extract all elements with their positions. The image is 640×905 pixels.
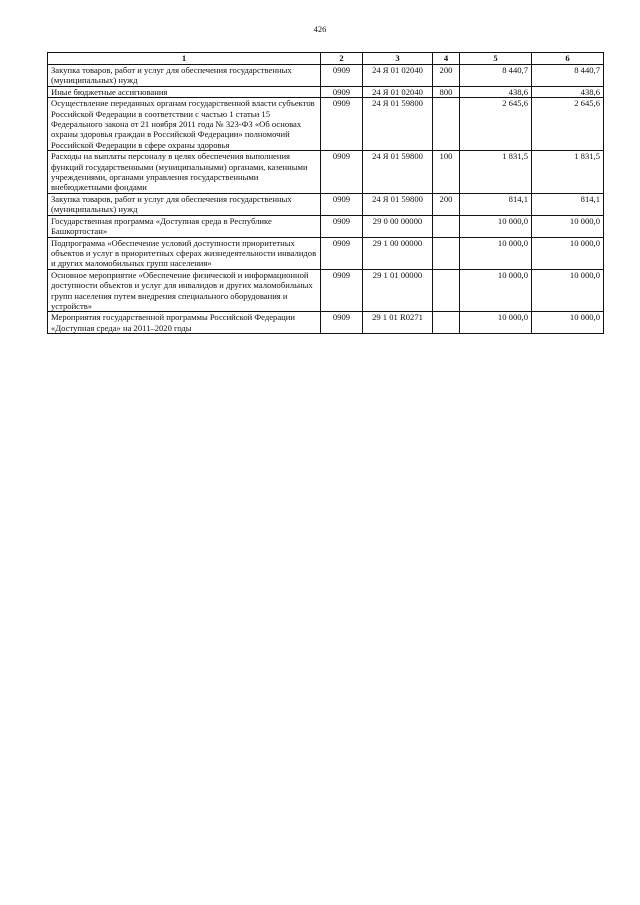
column-header-5: 5 bbox=[460, 53, 532, 65]
row-name: Основное мероприятие «Обеспечение физической и информационной доступности объектов и услуг для инвалидов и других маломобильных групп населения путем внедрения специального оборудования и устройств» bbox=[48, 269, 321, 312]
column-header-2: 2 bbox=[321, 53, 363, 65]
row-value-1: 1 831,5 bbox=[460, 151, 532, 194]
row-value-2: 8 440,7 bbox=[532, 65, 604, 87]
page-number: 426 bbox=[313, 24, 327, 34]
row-section: 0909 bbox=[321, 65, 363, 87]
row-value-2: 10 000,0 bbox=[532, 215, 604, 237]
row-name: Иные бюджетные ассигнования bbox=[48, 86, 321, 97]
table-row bbox=[48, 193, 604, 215]
row-section: 0909 bbox=[321, 86, 363, 97]
table-row bbox=[48, 215, 604, 237]
header-row bbox=[48, 53, 604, 65]
row-name: Расходы на выплаты персоналу в целях обеспечения выполнения функций государственными (муниципальными) органами, казенными учреждениями, органами управления государственными внебюджетными фондами bbox=[48, 151, 321, 194]
row-type bbox=[433, 98, 460, 151]
row-type: 200 bbox=[433, 193, 460, 215]
row-name: Государственная программа «Доступная среда в Республике Башкортостан» bbox=[48, 215, 321, 237]
row-value-2: 10 000,0 bbox=[532, 312, 604, 334]
table-row bbox=[48, 237, 604, 269]
row-value-1: 438,6 bbox=[460, 86, 532, 97]
row-type bbox=[433, 312, 460, 334]
row-value-1: 10 000,0 bbox=[460, 237, 532, 269]
table-row bbox=[48, 65, 604, 87]
row-type: 200 bbox=[433, 65, 460, 87]
row-value-1: 2 645,6 bbox=[460, 98, 532, 151]
row-value-1: 814,1 bbox=[460, 193, 532, 215]
row-code: 29 1 01 R0271 bbox=[363, 312, 433, 334]
row-type: 800 bbox=[433, 86, 460, 97]
row-section: 0909 bbox=[321, 98, 363, 151]
row-section: 0909 bbox=[321, 269, 363, 312]
column-header-1: 1 bbox=[48, 53, 321, 65]
row-section: 0909 bbox=[321, 312, 363, 334]
row-code: 29 1 01 00000 bbox=[363, 269, 433, 312]
row-name: Осуществление переданных органам государственной власти субъектов Российской Федерации в соответствии с частью 1 статьи 15 Федерального закона от 21 ноября 2011 года № 323-ФЗ «Об основах охраны здоровья граждан в Российской Федерации» полномочий Российской Федерации в сфере охраны здоровья bbox=[48, 98, 321, 151]
row-value-1: 10 000,0 bbox=[460, 215, 532, 237]
row-type bbox=[433, 269, 460, 312]
row-value-2: 814,1 bbox=[532, 193, 604, 215]
row-code: 24 Я 01 59800 bbox=[363, 98, 433, 151]
row-type bbox=[433, 215, 460, 237]
row-name: Закупка товаров, работ и услуг для обеспечения государственных (муниципальных) нужд bbox=[48, 193, 321, 215]
row-code: 29 0 00 00000 bbox=[363, 215, 433, 237]
row-section: 0909 bbox=[321, 237, 363, 269]
row-value-2: 438,6 bbox=[532, 86, 604, 97]
column-header-3: 3 bbox=[363, 53, 433, 65]
row-section: 0909 bbox=[321, 215, 363, 237]
row-value-2: 10 000,0 bbox=[532, 237, 604, 269]
row-value-1: 8 440,7 bbox=[460, 65, 532, 87]
row-name: Мероприятия государственной программы Российской Федерации «Доступная среда» на 2011–2020 годы bbox=[48, 312, 321, 334]
row-name: Подпрограмма «Обеспечение условий доступности приоритетных объектов и услуг в приоритетных сферах жизнедеятельности инвалидов и других маломобильных групп населения» bbox=[48, 237, 321, 269]
table-row bbox=[48, 86, 604, 97]
row-name: Закупка товаров, работ и услуг для обеспечения государственных (муниципальных) нужд bbox=[48, 65, 321, 87]
budget-table bbox=[47, 52, 604, 334]
row-code: 29 1 00 00000 bbox=[363, 237, 433, 269]
row-type: 100 bbox=[433, 151, 460, 194]
row-code: 24 Я 01 59800 bbox=[363, 151, 433, 194]
row-value-1: 10 000,0 bbox=[460, 269, 532, 312]
column-header-6: 6 bbox=[532, 53, 604, 65]
column-header-4: 4 bbox=[433, 53, 460, 65]
table-header bbox=[48, 53, 604, 65]
table-row bbox=[48, 312, 604, 334]
row-code: 24 Я 01 02040 bbox=[363, 86, 433, 97]
row-section: 0909 bbox=[321, 193, 363, 215]
row-section: 0909 bbox=[321, 151, 363, 194]
table-row bbox=[48, 269, 604, 312]
table-row bbox=[48, 98, 604, 151]
row-code: 24 Я 01 02040 bbox=[363, 65, 433, 87]
row-value-2: 10 000,0 bbox=[532, 269, 604, 312]
table-row bbox=[48, 151, 604, 194]
row-value-2: 2 645,6 bbox=[532, 98, 604, 151]
row-type bbox=[433, 237, 460, 269]
row-code: 24 Я 01 59800 bbox=[363, 193, 433, 215]
row-value-2: 1 831,5 bbox=[532, 151, 604, 194]
row-value-1: 10 000,0 bbox=[460, 312, 532, 334]
table-body bbox=[48, 65, 604, 334]
